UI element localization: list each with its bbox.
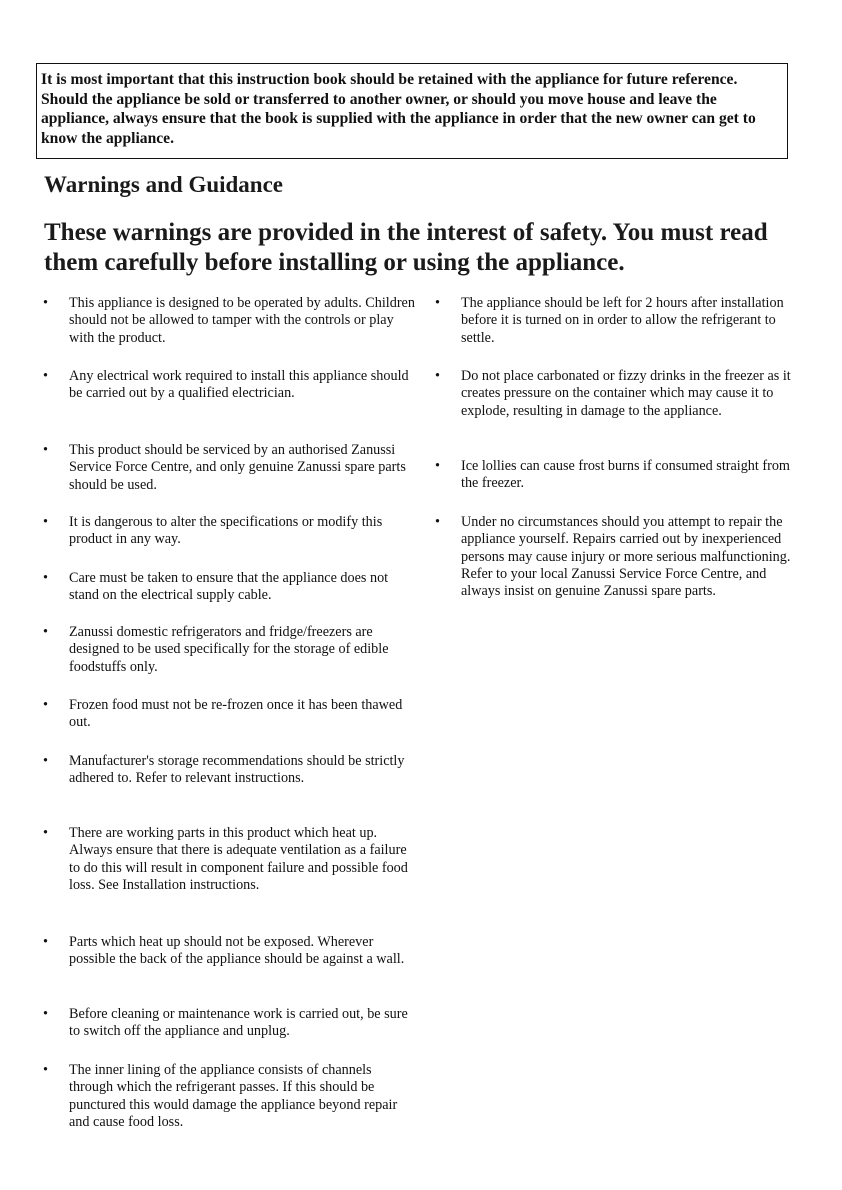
warning-item: • This appliance is designed to be operated by adults. Children should not be allowed to tamper with the controls or play with the product. (36, 295, 416, 347)
warning-item: • Before cleaning or maintenance work is carried out, be sure to switch off the appliance and unplug. (36, 1006, 416, 1041)
warning-item: • Any electrical work required to install this appliance should be carried out by a qualified electrician. (36, 368, 416, 403)
warning-item: • Frozen food must not be re-frozen once it has been thawed out. (36, 697, 416, 732)
warning-item: • Do not place carbonated or fizzy drinks in the freezer as it creates pressure on the container which may cause it to explode, resulting in damage to the appliance. (428, 368, 800, 420)
warning-item: • Manufacturer's storage recommendations should be strictly adhered to. Refer to relevant instructions. (36, 753, 416, 788)
bullet-icon: • (43, 368, 48, 384)
retain-instructions-notice: It is most important that this instruction book should be retained with the appliance for future reference. Should the appliance be sold or transferred to another owner, or should you move house and leave the appliance, always ensure that the book is supplied with the appliance in order that the new owner can get to know the appliance. (36, 63, 788, 159)
warning-item: • There are working parts in this product which heat up. Always ensure that there is adequate ventilation as a failure to do this will result in component failure and possible food loss. See Installation instructions. (36, 825, 416, 894)
bullet-icon: • (43, 624, 48, 640)
warning-item: • Ice lollies can cause frost burns if consumed straight from the freezer. (428, 458, 800, 493)
bullet-icon: • (43, 1062, 48, 1078)
warning-item: • The inner lining of the appliance consists of channels through which the refrigerant passes. If this should be punctured this would damage the appliance beyond repair and cause food loss. (36, 1062, 416, 1131)
section-title: Warnings and Guidance (44, 172, 284, 197)
safety-heading: These warnings are provided in the interest of safety. You must read them carefully before installing or using the appliance. (44, 219, 768, 276)
warning-item: • Under no circumstances should you attempt to repair the appliance yourself. Repairs carried out by inexperienced persons may cause injury or more serious malfunctioning. Refer to your local Zanussi Service Force Centre, and always insist on genuine Zanussi spare parts. (428, 514, 800, 600)
bullet-icon: • (43, 442, 48, 458)
bullet-icon: • (435, 368, 440, 384)
warning-item: • Care must be taken to ensure that the appliance does not stand on the electrical supply cable. (36, 570, 416, 605)
bullet-icon: • (43, 934, 48, 950)
bullet-icon: • (43, 1006, 48, 1022)
bullet-icon: • (43, 825, 48, 841)
bullet-icon: • (43, 697, 48, 713)
bullet-icon: • (435, 458, 440, 474)
bullet-icon: • (43, 295, 48, 311)
warning-item: • This product should be serviced by an authorised Zanussi Service Force Centre, and only genuine Zanussi spare parts should be used. (36, 442, 416, 494)
bullet-icon: • (435, 295, 440, 311)
warning-item: • Parts which heat up should not be exposed. Wherever possible the back of the appliance should be against a wall. (36, 934, 416, 969)
bullet-icon: • (43, 514, 48, 530)
warning-item: • Zanussi domestic refrigerators and fridge/freezers are designed to be used specifically for the storage of edible foodstuffs only. (36, 624, 416, 676)
bullet-icon: • (435, 514, 440, 530)
warning-item: • It is dangerous to alter the specifications or modify this product in any way. (36, 514, 416, 549)
bullet-icon: • (43, 570, 48, 586)
bullet-icon: • (43, 753, 48, 769)
warning-item: • The appliance should be left for 2 hours after installation before it is turned on in order to allow the refrigerant to settle. (428, 295, 800, 347)
